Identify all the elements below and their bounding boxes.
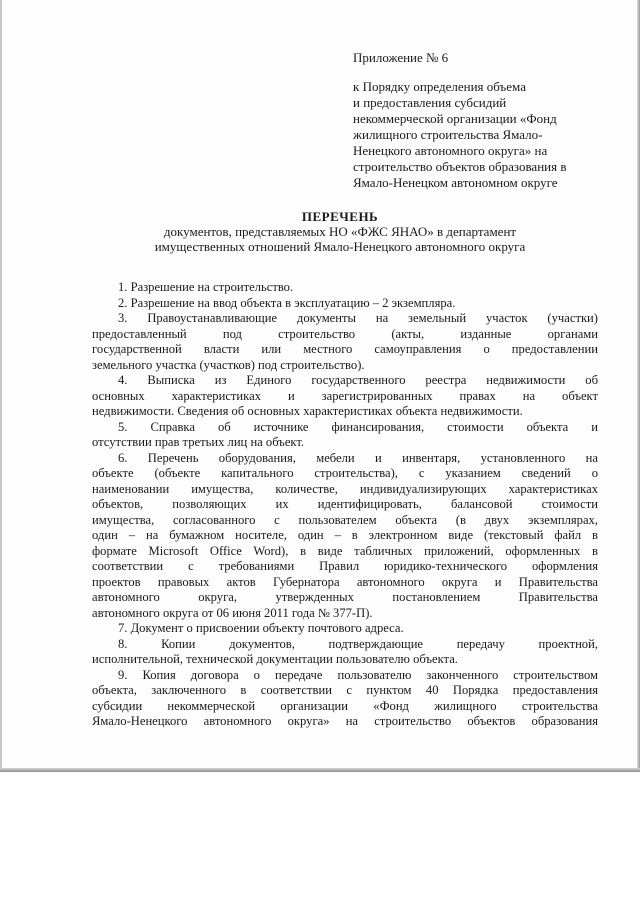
list-item	[92, 420, 598, 451]
list-item-line: 5. Справка об источнике финансирования, стоимости объекта и	[118, 419, 598, 434]
list-item-line: объектов, позволяющих их идентифицировать, балансовой стоимости	[92, 497, 598, 511]
list-item-line: предоставленный под строительство (акты, изданные органами	[92, 326, 598, 341]
appendix-line: строительство объектов образования в	[353, 159, 567, 174]
appendix-line: Ямало-Ненецком автономном округе	[353, 175, 558, 190]
list-item	[92, 668, 598, 730]
list-item	[92, 451, 598, 622]
document-title: ПЕРЕЧЕНЬ	[301, 209, 379, 224]
list-item-line: формате Microsoft Office Word), в виде табличных приложений, оформленных в	[92, 543, 598, 558]
list-item-line: 4. Выписка из Единого государственного реестра недвижимости об	[118, 373, 598, 387]
list-item-line: исполнительной, технической документации пользователю объекта.	[92, 652, 458, 666]
scan-edge-left	[0, 0, 2, 772]
list-item-line: 2. Разрешение на ввод объекта в эксплуатацию – 2 экземпляра.	[118, 295, 456, 310]
list-item-line: Ямало-Ненецкого автономного округа» на строительство объектов образования	[92, 714, 598, 728]
document-list	[92, 280, 598, 730]
appendix-line: к Порядку определения объема	[353, 79, 526, 94]
list-item	[92, 311, 598, 373]
document-subtitle-line: имущественных отношений Ямало-Ненецкого автономного округа	[154, 239, 526, 254]
scan-edge-bottom	[0, 768, 640, 772]
list-item-line: имущества, согласованного с пользователем объекта (в двух экземплярах,	[92, 512, 598, 527]
list-item-line: проектов правовых актов Губернатора автономного округа и Правительства	[92, 574, 598, 589]
list-item-line: 1. Разрешение на строительство.	[118, 280, 294, 294]
document-heading	[80, 209, 600, 254]
list-item-line: 3. Правоустанавливающие документы на земельный участок (участки)	[118, 311, 598, 325]
appendix-block	[353, 50, 603, 191]
list-item-line: субсидии некоммерческой организации «Фонд жилищного строительства	[92, 698, 598, 713]
appendix-line: Ненецкого автономного округа» на	[353, 143, 548, 158]
list-item-line: основных характеристиках и зарегистрированных правах на объект	[92, 388, 598, 403]
appendix-line: некоммерческой организации «Фонд	[353, 111, 557, 126]
list-item	[92, 280, 598, 296]
list-item	[92, 637, 598, 668]
list-item-line: один – на бумажном носителе, один – в электронном виде (текстовый файл в	[92, 528, 598, 542]
list-item-line: недвижимости. Сведения об основных характеристиках объекта недвижимости.	[92, 404, 523, 418]
list-item-line: объекте (объекте капитального строительства), с указанием сведений о	[92, 466, 598, 480]
list-item-line: автономного округа от 06 июня 2011 года № 377-П).	[92, 605, 373, 620]
appendix-line: и предоставления субсидий	[353, 95, 507, 110]
list-item-line: наименовании имущества, количестве, индивидуализирующих характеристиках	[92, 481, 598, 496]
list-item-line: 8. Копии документов, подтверждающие передачу проектной,	[118, 636, 598, 651]
list-item-line: 7. Документ о присвоении объекту почтового адреса.	[118, 621, 404, 635]
list-item-line: соответствии с требованиями Правил юридико-технического оформления	[92, 559, 598, 573]
list-item	[92, 296, 598, 312]
appendix-title: Приложение № 6	[353, 50, 449, 65]
list-item-line: государственной власти или местного самоуправления о предоставлении	[92, 342, 598, 356]
appendix-line: жилищного строительства Ямало-	[353, 127, 543, 142]
list-item	[92, 373, 598, 420]
list-item-line: 6. Перечень оборудования, мебели и инвентаря, установленного на	[118, 450, 598, 465]
list-item-line: объекта, заключенного в соответствии с пунктом 40 Порядка предоставления	[92, 683, 598, 697]
list-item-line: земельного участка (участков) под строительство).	[92, 357, 365, 372]
document-subtitle-line: документов, представляемых НО «ФЖС ЯНАО» в департамент	[163, 224, 517, 239]
list-item-line: отсутствии прав третьих лиц на объект.	[92, 435, 305, 449]
list-item	[92, 621, 598, 637]
list-item-line: 9. Копия договора о передаче пользователю законченного строительством	[118, 667, 598, 682]
list-item-line: автономного округа, утвержденных постановлением Правительства	[92, 590, 598, 604]
